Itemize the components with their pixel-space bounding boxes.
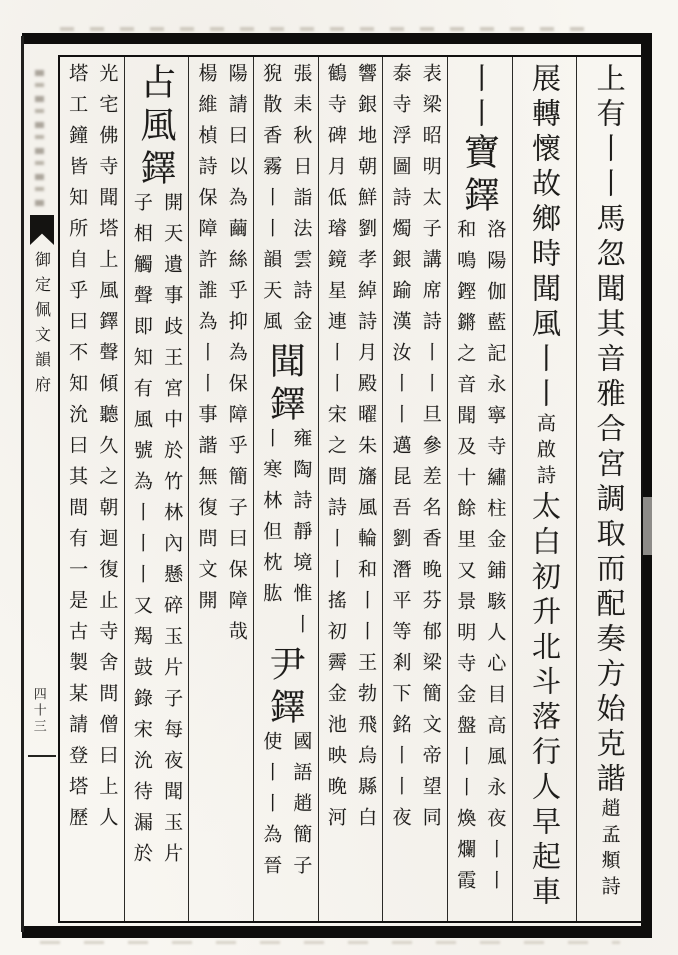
annotation-right-line: 開天遺事歧王宮中於竹林內懸碎玉片子每夜聞玉片 xyxy=(161,192,183,874)
annotation-left-line: 鶴寺碑月低璿鏡星連丨丨宋之問詩丨丨搖初霽金池映晚河 xyxy=(324,63,346,838)
scan-artifact-bottom xyxy=(40,941,620,944)
annotation-double-line xyxy=(254,428,318,645)
text-column-8 xyxy=(124,57,189,921)
annotation-left-line: 使丨丨為晉 xyxy=(260,731,282,886)
text-column-7 xyxy=(188,57,253,921)
citation-author-note: 趙孟頫詩 xyxy=(598,798,620,902)
annotation-double-line xyxy=(448,219,512,901)
annotation-right-line: 表梁昭明太子講席詩丨丨旦參差名香晚芬郁梁簡文帝望同 xyxy=(419,63,441,838)
annotation-left-line: 楊維楨詩保障許誰為丨丨事諧無復問文開 xyxy=(195,63,217,621)
annotation-left-line: 子相觸聲即知有風號為丨丨丨又羯鼓錄宋沇待漏於 xyxy=(130,192,152,874)
annotation-right-line: 張耒秋日詣法雲詩金 xyxy=(290,63,312,342)
main-text: 太白初升北斗落行人早起車 xyxy=(527,491,560,911)
spine-smudge-marks xyxy=(35,61,44,211)
annotation-double-line xyxy=(60,63,124,838)
annotation-double-line xyxy=(125,192,189,874)
scan-artifact-top xyxy=(60,27,600,31)
headword-zhan-feng-duo: 占風鐸 xyxy=(135,63,176,192)
text-column-4 xyxy=(382,57,447,921)
border-top xyxy=(22,33,651,44)
repetition-marks: 丨丨 xyxy=(463,63,496,133)
text-column-3 xyxy=(447,57,512,921)
main-text: 展轉懷故鄉時聞風丨丨 xyxy=(527,63,560,413)
annotation-left-line: 和鳴鏗鏘之音聞及十餘里又景明寺金盤丨丨煥爛霞 xyxy=(454,219,476,901)
annotation-double-line xyxy=(254,731,318,886)
citation-author-note: 高啟詩 xyxy=(533,413,555,491)
annotation-left-line: 塔工鐘皆知所自乎曰不知沇曰其間有一是古製某請登塔歷 xyxy=(66,63,88,838)
annotation-double-line xyxy=(319,63,383,838)
annotation-right-line: 陽請曰以為繭絲乎抑為保障乎簡子曰保障哉 xyxy=(225,63,247,652)
annotation-left-line: 丨寒林但枕肱 xyxy=(260,428,282,614)
leaf-number: 四十三 xyxy=(31,687,47,735)
annotation-right-line: 響銀地朝鮮劉孝綽詩月殿曜朱旛風輪和丨丨王勃飛烏縣白 xyxy=(355,63,377,838)
annotation-double-line xyxy=(189,63,253,652)
annotation-left-line: 泰寺浮圖詩燭銀踰漢汝丨丨邁昆吾劉潛平等剎下銘丨丨夜 xyxy=(389,63,411,838)
text-column-9 xyxy=(60,57,124,921)
leaf-number-rule xyxy=(28,755,56,757)
spine-margin xyxy=(24,55,58,923)
annotation-double-line xyxy=(383,63,447,838)
headword-wen-duo: 聞鐸 xyxy=(265,342,306,428)
headword-yin-duo: 尹鐸 xyxy=(265,645,306,731)
main-text: 上有丨丨馬忽聞其音雅合宮調取而配奏方始克諧 xyxy=(592,63,625,798)
annotation-right-line: 國語趙簡子 xyxy=(290,731,312,886)
annotation-right-line: 洛陽伽藍記永寧寺繡柱金鋪駭人心目高風永夜丨丨 xyxy=(484,219,506,901)
annotation-left-line: 猊散香霧丨丨韻天風 xyxy=(260,63,282,342)
text-column-6 xyxy=(253,57,318,921)
fishtail-mark xyxy=(30,215,54,245)
text-frame xyxy=(58,55,643,923)
annotation-double-line xyxy=(254,63,318,342)
book-title: 御定佩文韻府 xyxy=(32,251,50,401)
headword-bao-duo: 寶鐸 xyxy=(459,133,500,219)
text-column-5 xyxy=(318,57,383,921)
annotation-right-line: 光宅佛寺聞塔上風鐸聲傾聽久之朝迴復止寺舍問僧曰上人 xyxy=(96,63,118,838)
text-column-1 xyxy=(576,57,641,921)
border-bottom xyxy=(22,926,651,938)
text-column-2 xyxy=(512,57,577,921)
annotation-right-line: 雍陶詩靜境惟丨 xyxy=(290,428,312,645)
